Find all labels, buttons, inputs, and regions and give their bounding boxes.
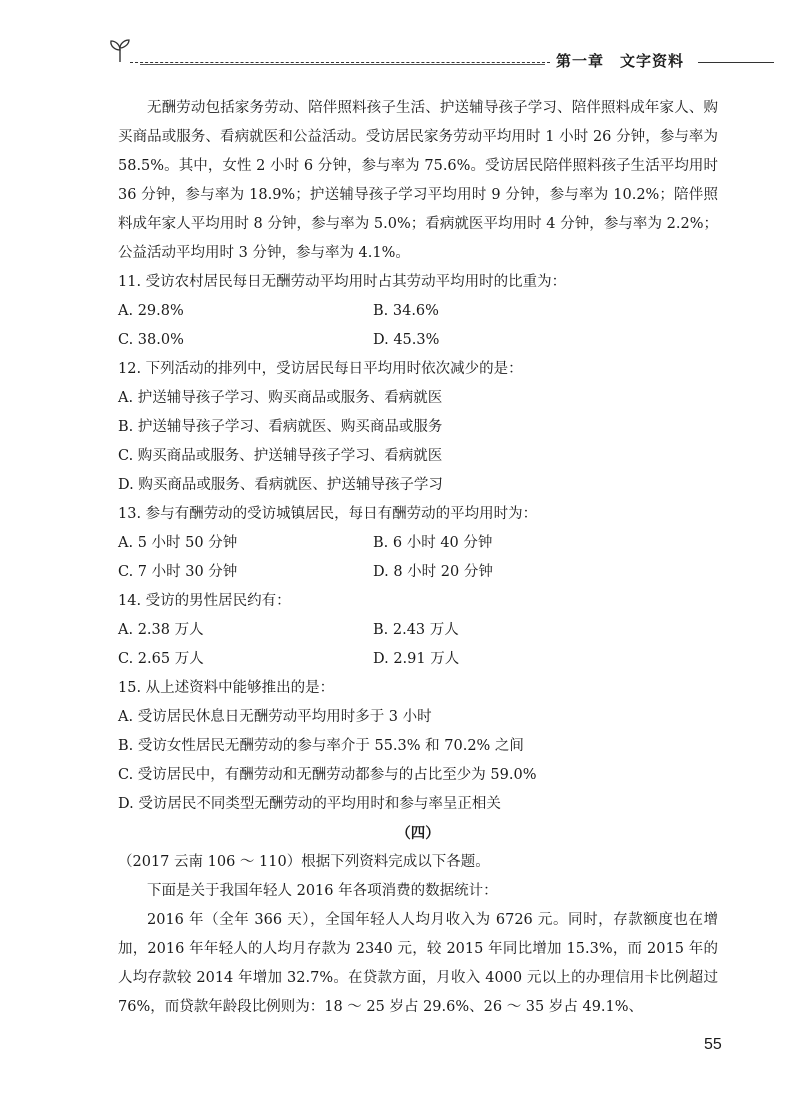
option-d: D. 购买商品或服务、看病就医、护送辅导孩子学习 — [118, 477, 443, 493]
option-b: B. 6 小时 40 分钟 — [373, 535, 493, 551]
option-c: C. 2.65 万人 — [118, 651, 204, 667]
question-13-options-row-2 — [118, 558, 718, 587]
header-rule-solid — [140, 64, 545, 65]
option-a: A. 护送辅导孩子学习、购买商品或服务、看病就医 — [118, 390, 443, 406]
option-b: B. 护送辅导孩子学习、看病就医、购买商品或服务 — [118, 419, 443, 435]
option-a: A. 2.38 万人 — [118, 622, 204, 638]
option-d: D. 45.3% — [373, 332, 440, 348]
page-header — [0, 0, 800, 80]
section-title: （四） — [396, 825, 440, 842]
option-c: C. 购买商品或服务、护送辅导孩子学习、看病就医 — [118, 448, 443, 464]
section-source-line: （2017 云南 106 ～ 110）根据下列资料完成以下各题。 — [118, 854, 490, 870]
section-intro-line: 下面是关于我国年轻人 2016 年各项消费的数据统计： — [147, 883, 498, 899]
header-rule-right — [698, 62, 774, 63]
question-15-stem: 15. 从上述资料中能够推出的是： — [118, 680, 335, 696]
option-d: D. 受访居民不同类型无酬劳动的平均用时和参与率呈正相关 — [118, 796, 501, 812]
option-c: C. 38.0% — [118, 332, 184, 348]
question-14-options-row-1 — [118, 616, 718, 645]
question-13-stem: 13. 参与有酬劳动的受访城镇居民，每日有酬劳动的平均用时为： — [118, 506, 538, 522]
option-a: A. 29.8% — [118, 303, 184, 319]
chapter-label: 第一章 文字资料 — [556, 52, 685, 70]
question-11-stem: 11. 受访农村居民每日无酬劳动平均用时占其劳动平均用时的比重为： — [118, 274, 567, 290]
option-a: A. 5 小时 50 分钟 — [118, 535, 238, 551]
option-b: B. 2.43 万人 — [373, 622, 459, 638]
question-12-stem: 12. 下列活动的排列中，受访居民每日平均用时依次减少的是： — [118, 361, 523, 377]
page-content — [118, 94, 718, 1022]
option-d: D. 8 小时 20 分钟 — [373, 564, 493, 580]
option-b: B. 34.6% — [373, 303, 439, 319]
option-c: C. 受访居民中，有酬劳动和无酬劳动都参与的占比至少为 59.0% — [118, 767, 537, 783]
sprout-icon — [106, 36, 134, 64]
question-14-stem: 14. 受访的男性居民约有： — [118, 593, 291, 609]
page-number: 55 — [704, 1036, 722, 1053]
question-14-options-row-2 — [118, 645, 718, 674]
passage-paragraph: 无酬劳动包括家务劳动、陪伴照料孩子生活、护送辅导孩子学习、陪伴照料成年家人、购买商品或服务、看病就医和公益活动。受访居民家务劳动平均用时 1 小时 26 分钟，参与率为 58.5%。其中，女性 2 小时 6 分钟，参与率为 75.6%。受访居民陪伴照料孩子生活平均用时 36 分钟，参与率为 18.9%；护送辅导孩子学习平均用时 9 分钟，参与率为 10.2%；陪伴照料成年家人平均用时 8 分钟，参与率为 5.0%；看病就医平均用时 4 分钟，参与率为 2.2%；公益活动平均用时 3 分钟，参与率为 4.1%。 — [118, 100, 718, 261]
question-11-options-row-1 — [118, 297, 718, 326]
option-b: B. 受访女性居民无酬劳动的参与率介于 55.3% 和 70.2% 之间 — [118, 738, 524, 754]
question-13-options-row-1 — [118, 529, 718, 558]
header-rule-dashed — [130, 62, 550, 63]
option-d: D. 2.91 万人 — [373, 651, 460, 667]
section-paragraph: 2016 年（全年 366 天），全国年轻人人均月收入为 6726 元。同时，存款额度也在增加，2016 年年轻人的人均月存款为 2340 元，较 2015 年同比增加 15.3%，而 2015 年的人均存款较 2014 年增加 32.7%。在贷款方面，月收入 4000 元以上的办理信用卡比例超过 76%，而贷款年龄段比例则为：18 ～ 25 岁占 29.6%、26 ～ 35 岁占 49.1%、 — [118, 912, 718, 1015]
option-c: C. 7 小时 30 分钟 — [118, 564, 238, 580]
option-a: A. 受访居民休息日无酬劳动平均用时多于 3 小时 — [118, 709, 432, 725]
question-11-options-row-2 — [118, 326, 718, 355]
